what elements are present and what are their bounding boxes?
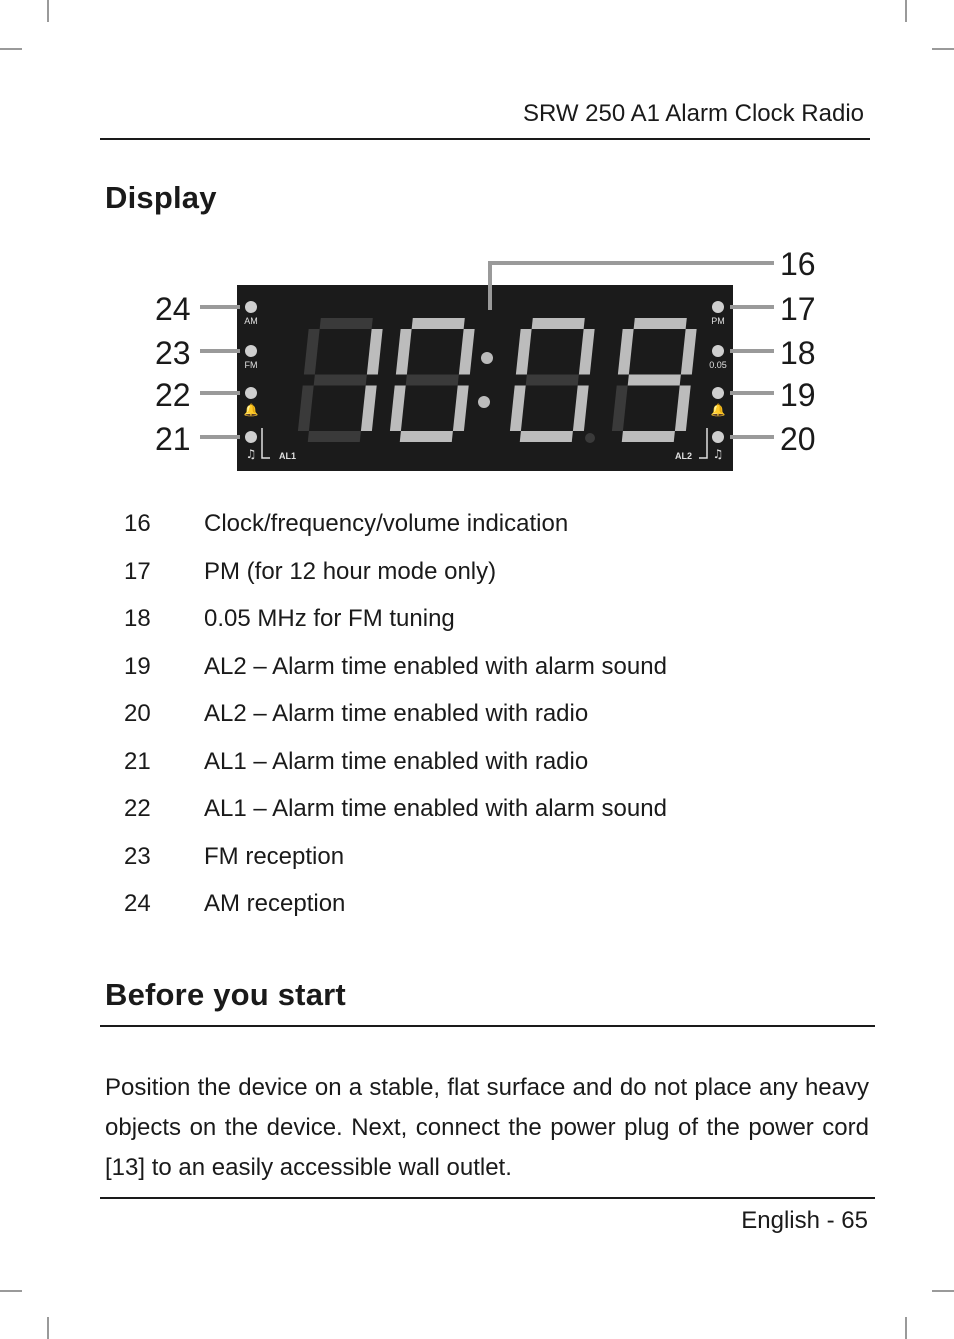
running-header: SRW 250 A1 Alarm Clock Radio [522,100,864,127]
indicator-label: PM [711,316,725,326]
display-diagram [0,240,954,480]
crop-mark [905,0,907,22]
digit-0-segment-a [320,318,373,329]
callout-number: 20 [780,421,816,457]
al1-label: AL1 [279,451,297,461]
legend-item [124,605,667,653]
callout-number: 17 [780,291,816,327]
section-heading-before-you-start: Before you start [105,977,346,1012]
callout-number: 22 [155,377,191,413]
led-right [712,301,724,313]
body-paragraph: Position the device on a stable, flat surface and do not place any heavy objects on the device. Next, connect the power plug of the power cord [13] to an easily accessible wall outlet. [105,1074,869,1181]
callout-number: 24 [155,291,191,327]
footer-language: English [741,1207,820,1234]
legend-number: 18 [124,605,151,632]
legend-number: 24 [124,890,151,917]
legend-text: 0.05 MHz for FM tuning [204,605,455,632]
legend-item [124,653,667,701]
al2-label: AL2 [674,451,692,461]
digit-1-segment-d [400,431,453,442]
section-rule [100,1025,875,1027]
led-right [712,387,724,399]
indicator-label: FM [244,360,258,370]
callout-number: 23 [155,335,191,371]
decimal-dot [585,433,595,443]
legend-number: 23 [124,842,151,870]
legend-text: AL1 – Alarm time enabled with alarm sound [204,795,667,822]
legend-item [124,700,667,748]
legend-number: 22 [124,795,151,822]
indicator-label: AM [244,316,258,326]
legend-item [124,795,667,843]
crop-mark [932,48,954,50]
legend-text: AL1 – Alarm time enabled with radio [204,747,589,775]
section-heading-display: Display [105,180,217,215]
legend-text: Clock/frequency/volume indication [204,510,569,537]
music-note-icon: ♫ [712,447,724,461]
legend-item [124,748,667,796]
legend-text: AM reception [204,890,346,917]
crop-mark [47,0,49,22]
legend-text: FM reception [204,842,345,870]
legend-text: AL2 – Alarm time enabled with radio [204,700,589,727]
digit-3-segment-g [628,375,681,386]
crop-mark [932,1290,954,1292]
footer-rule [100,1197,875,1199]
callout-number: 18 [780,335,816,371]
led-left [245,345,257,357]
legend-number: 17 [124,557,151,585]
legend-item [124,558,667,606]
legend-number: 20 [124,700,151,727]
led-left [245,301,257,313]
music-note-icon: ♫ [245,447,257,461]
digit-2-segment-g [526,375,579,386]
led-left [245,387,257,399]
digit-2-segment-a [532,318,585,329]
colon-dot-bottom [478,396,490,408]
indicator-label: 0.05 [709,360,727,370]
legend-number: 21 [124,747,151,775]
legend-item [124,890,667,938]
display-figure [0,240,954,480]
led-left [245,431,257,443]
legend-item [124,843,667,891]
crop-mark [47,1317,49,1339]
colon-dot-top [481,352,493,364]
crop-mark [905,1317,907,1339]
digit-2-segment-d [520,431,573,442]
digit-1-segment-a [412,318,465,329]
digit-3-segment-d [622,431,675,442]
footer-separator: - [819,1207,842,1234]
legend-text: AL2 – Alarm time enabled with alarm sound [204,652,667,680]
page-number: 65 [841,1207,868,1234]
bell-icon: 🔔 [243,403,259,417]
bell-icon: 🔔 [710,403,726,417]
led-right [712,345,724,357]
crop-mark [0,48,22,50]
legend-list [124,510,667,938]
legend-number: 19 [124,652,151,680]
legend-item [124,510,667,558]
crop-mark [0,1290,22,1292]
header-rule [100,138,870,140]
page-footer [741,1207,868,1235]
digit-0-segment-g [314,375,367,386]
callout-number: 21 [155,421,191,457]
legend-text: PM (for 12 hour mode only) [204,557,497,585]
led-right [712,431,724,443]
digit-3-segment-a [634,318,687,329]
digit-1-segment-g [406,375,459,386]
callout-number: 16 [780,246,816,282]
legend-number: 16 [124,510,151,537]
callout-number: 19 [780,377,816,413]
digit-0-segment-d [308,431,361,442]
